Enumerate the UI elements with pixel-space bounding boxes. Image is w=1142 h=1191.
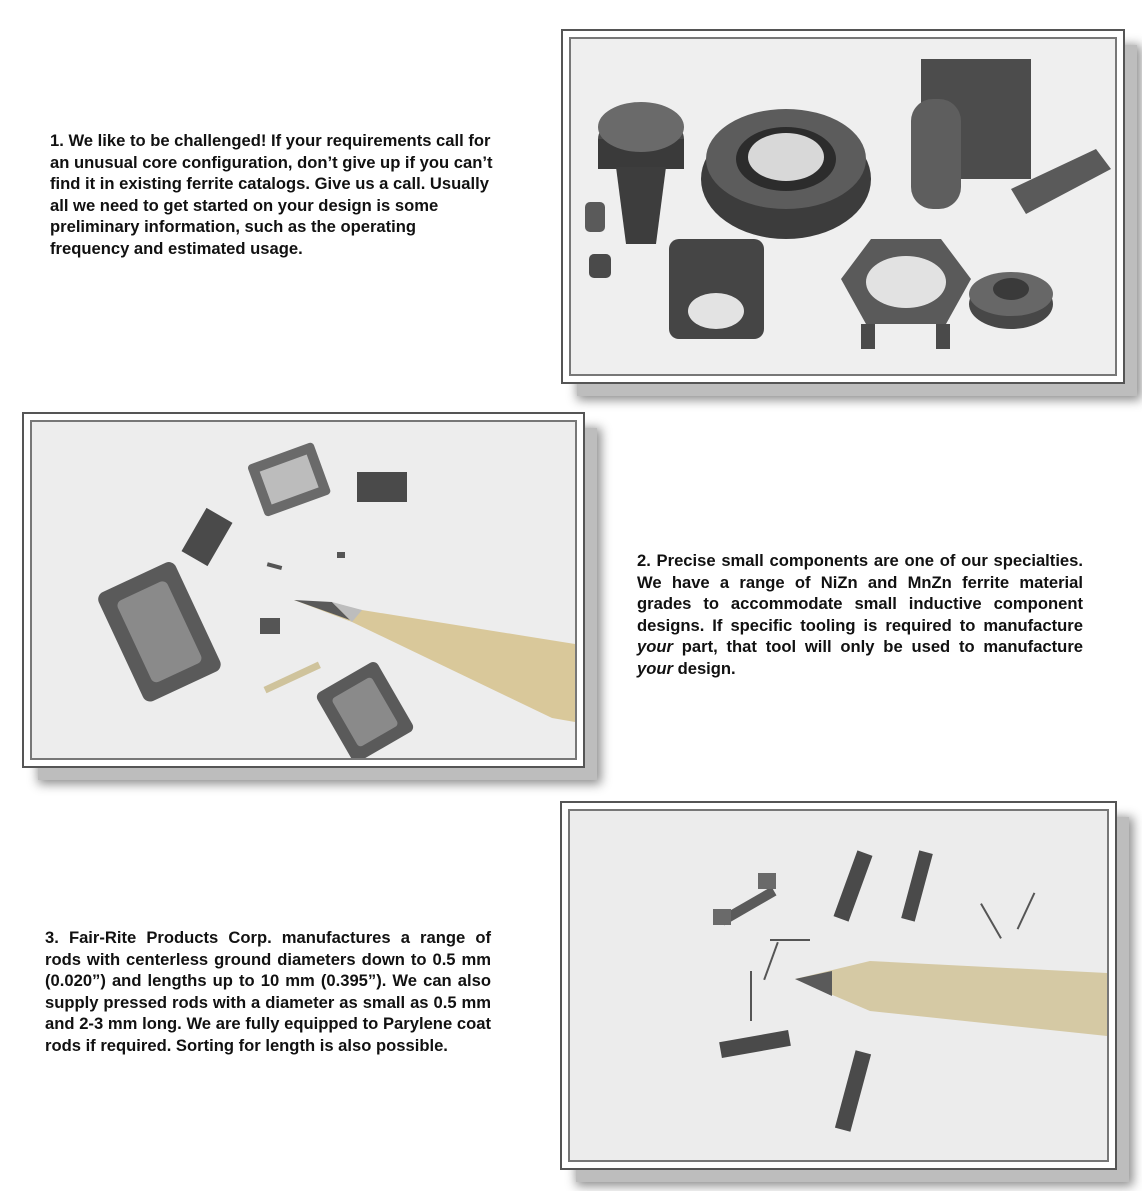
photo-small-components [22,412,585,768]
section-1-text: 1. We like to be challenged! If your requirements call for an unusual core configuration, don’t give up if you can’t find it in existing ferrite catalogs. Give us a call. Usually all we need to get started on your design is some preliminary information, such as the operating frequency and estimated usage. [50,131,493,258]
rods-illustration [570,811,1107,1160]
section-2-text: 2. Precise small components are one of our specialties. We have a range of NiZn and MnZn ferrite material grades to accommodate small inductive component designs. If specific tooling is required to manufacture your part, that tool will only be used to manufacture your design. [637,551,1083,678]
ferrite-cores-illustration [571,39,1115,374]
photo-ferrite-cores [561,29,1125,384]
section-3-text: 3. Fair-Rite Products Corp. manufactures a range of rods with centerless ground diameters down to 0.5 mm (0.020”) and lengths up to 10 mm (0.395”). We can also supply pressed rods with a diameter as small as 0.5 mm and 2-3 mm long. We are fully equipped to Parylene coat rods if required. Sorting for length is also possible. [45,928,491,1055]
photo-rods [560,801,1117,1170]
small-components-illustration [32,422,575,758]
